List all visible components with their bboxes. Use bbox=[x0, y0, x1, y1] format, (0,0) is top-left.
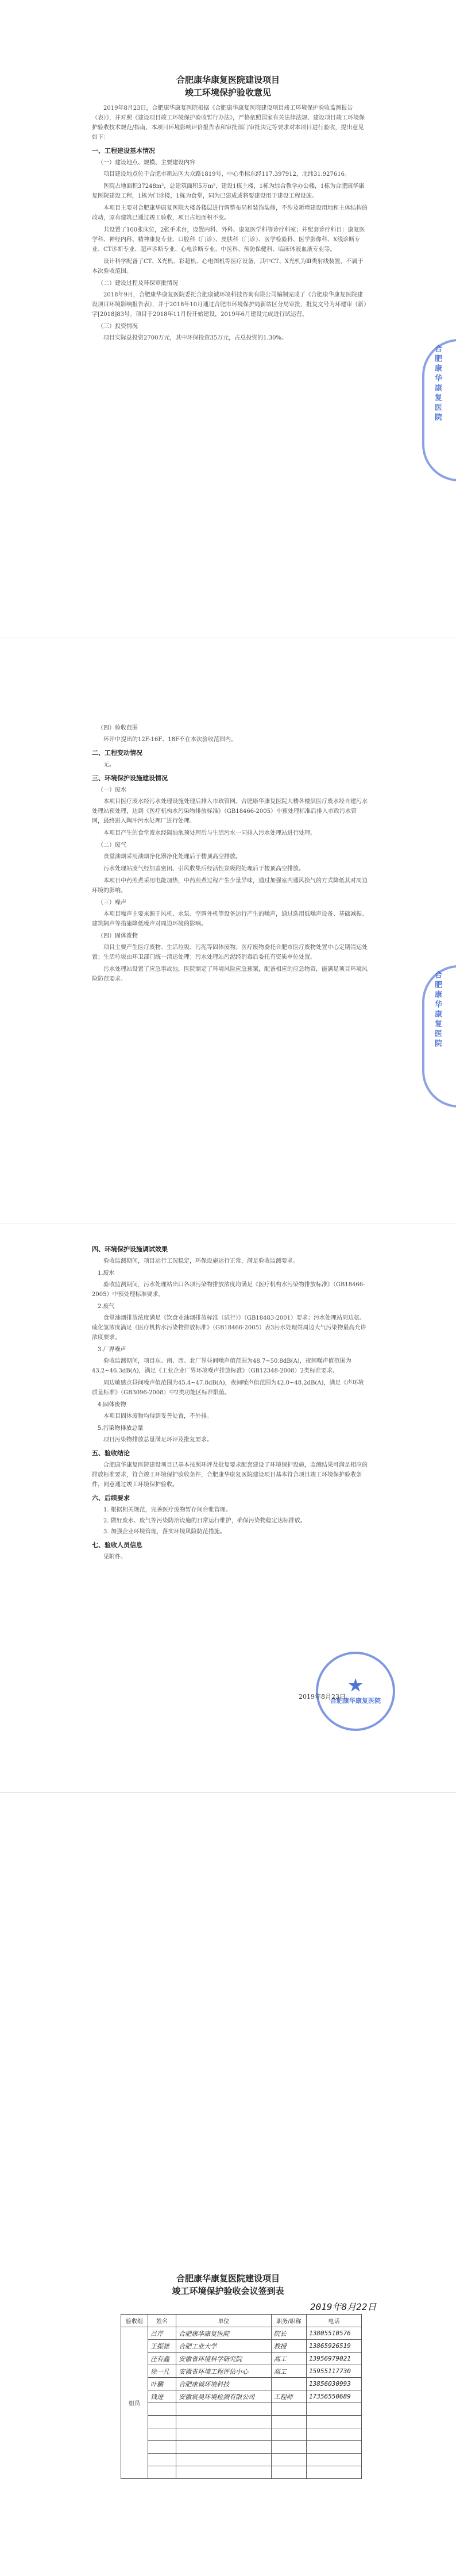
header-cell: 姓名 bbox=[148, 2315, 176, 2327]
section-1-title: 一、工程建设基本情况 bbox=[92, 147, 155, 155]
empty-row bbox=[121, 2466, 362, 2479]
paragraph: 食堂油烟排放浓度满足《饮食业油烟排放标准（试行）》（GB18483-2001）要求；污水处理站周边氨、硫化氢浓度满足《医疗机构水污染物排放标准》（GB18466-2005）表3污水处理站周边大气污染物最高允许浓度要求。 bbox=[92, 1315, 366, 1341]
empty-row bbox=[121, 2454, 362, 2466]
signin-table bbox=[121, 2314, 362, 2479]
side-seal-1-text: 合肥康华康复医院 bbox=[433, 345, 442, 423]
table-row bbox=[121, 2378, 362, 2390]
section-7-title: 七、验收人员信息 bbox=[92, 1541, 142, 1549]
seal-star-icon: ★ bbox=[348, 1676, 363, 1695]
opinion-page-2 bbox=[0, 643, 456, 1218]
table-row bbox=[121, 2353, 362, 2365]
paragraph: 合肥康华康复医院建设项目已基本按照环评及批复要求配套建设了环境保护设施，监测结果可满足相应的排放标准要求，符合竣工环境保护验收条件，合肥康华康复医院建设项目基本符合项目竣工环境保护验收条件，同意通过竣工环境保护验收。 bbox=[92, 1462, 368, 1488]
unit-cell: 合肥康华康复医院 bbox=[176, 2327, 271, 2340]
paragraph: 项目建设地点位于合肥市新站区大众路1819号，中心坐标东经117.397912，北纬31.927616。 bbox=[103, 171, 350, 178]
empty-row bbox=[121, 2441, 362, 2454]
section-3-sub-2: （二）废气 bbox=[98, 842, 126, 849]
paragraph: 见附件。 bbox=[103, 1554, 126, 1560]
header-cell: 验收组 bbox=[121, 2315, 148, 2327]
paragraph: 无。 bbox=[103, 762, 115, 768]
table-row bbox=[121, 2340, 362, 2353]
opinion-title bbox=[0, 74, 456, 99]
section-3-sub-4: （四）固体废物 bbox=[98, 933, 138, 939]
opinion-body-1 bbox=[92, 103, 368, 345]
empty-row bbox=[121, 2428, 362, 2441]
signin-date: 2019年8月22日 bbox=[310, 2301, 377, 2312]
section-1-sub-1: （一）建设地点、规模、主要建设内容 bbox=[98, 160, 195, 166]
paragraph: 环评中提出的12F-16F、18F不在本次验收范围内。 bbox=[103, 736, 237, 743]
phone-cell: 13805510576 bbox=[306, 2327, 361, 2340]
paragraph: 本项目主要对合肥康华康复医院大楼各楼层进行调整布局和装饰装修，不涉及新增建设用地和主体结构的改动，原有建筑已通过竣工验收，项目占地面积不变。 bbox=[92, 205, 368, 221]
opinion-body-3 bbox=[92, 1241, 368, 1564]
paragraph: 项目污染物排放总量满足环评及批复要求。 bbox=[103, 1437, 212, 1443]
empty-row bbox=[121, 2416, 362, 2428]
name-cell: 钱进 bbox=[148, 2390, 176, 2403]
paragraph: 本项目产生的食堂废水经隔油池预处理后与生活污水一同排入污水处理站进行处理。 bbox=[103, 830, 316, 836]
title-cell: 院长 bbox=[271, 2327, 306, 2340]
member-label: 组员 bbox=[121, 2327, 148, 2479]
intro-paragraph: 2019年8月23日，合肥康华康复医院根据《合肥康华康复医院建设项目竣工环境保护验收监测报告（表）》，并对照《建设项目竣工环境保护验收暂行办法》，严格依照国家有关法律法规、建设项目竣工环境保护验收技术规范/指南、本项目环境影响评价报告表和审批部门审批决定等要求对本项目进行验收，提出意见如下： bbox=[92, 105, 365, 141]
signin-title-line-1: 合肥康华康复医院建设项目 bbox=[176, 2273, 280, 2284]
title-line-2: 竣工环境保护验收意见 bbox=[184, 87, 271, 98]
header-cell: 单位 bbox=[176, 2315, 271, 2327]
unit-cell: 合肥康诚环境科技 bbox=[176, 2378, 271, 2390]
section-3-sub-1: （一）废水 bbox=[98, 787, 126, 793]
unit-cell: 合肥工业大学 bbox=[176, 2340, 271, 2353]
section-4-sub-5: 5.污染物排放总量 bbox=[98, 1425, 144, 1432]
title-cell bbox=[271, 2378, 306, 2390]
signin-title bbox=[0, 2272, 456, 2297]
section-4-sub-2: 2.废气 bbox=[98, 1304, 115, 1310]
section-2-title: 二、工程变动情况 bbox=[92, 749, 142, 757]
section-4-sub-1: 1.废水 bbox=[98, 1270, 115, 1277]
opinion-page-1 bbox=[0, 0, 456, 632]
phone-cell: 15955117730 bbox=[306, 2365, 361, 2378]
paragraph: 医院占地面积37248m²，总建筑面积5万m²，建设1栋主楼，1栋为综合教学办公楼，1栋为合肥康华康复医院建设工程，1栋为门诊楼，1栋为食堂，同为已建成或将要建设用于建设工程设施。 bbox=[92, 183, 365, 199]
section-4-sub-4: 4.固体废物 bbox=[98, 1402, 126, 1408]
table-row bbox=[121, 2327, 362, 2340]
seal-text: 合肥康华康复医院 bbox=[330, 1697, 381, 1705]
name-cell: 汪有鑫 bbox=[148, 2353, 176, 2365]
paragraph: 项目实际总投资2700万元，其中环保投资35万元，占总投资的1.30%。 bbox=[103, 335, 287, 341]
section-1-sub-4: （四）验收范围 bbox=[98, 725, 138, 731]
section-5-title: 五、验收结论 bbox=[92, 1449, 130, 1457]
table-row bbox=[121, 2390, 362, 2403]
paragraph: 本项目噪声主要来源于风机、水泵、空调外机等设备运行产生的噪声，通过选用低噪声设备、基础减振、建筑隔声等措施降低噪声对周边环境的影响。 bbox=[92, 911, 368, 927]
empty-row bbox=[121, 2403, 362, 2416]
paragraph: 本项目中药煎煮采用电能加热，中药煎煮过程产生少量异味，通过加强室内通风换气的方式降低其对周边环境的影响。 bbox=[92, 878, 368, 894]
section-6-title: 六、后续要求 bbox=[92, 1494, 130, 1502]
paragraph: 项目主要产生医疗废物、生活垃圾、污泥等固体废物。医疗废物委托合肥市医疗废物处置中心定期清运处置；生活垃圾由环卫部门统一清运处理；污水处理站污泥经消毒后委托有资质单位处置。 bbox=[92, 944, 368, 961]
list-item: 3. 加强企业环境管理，落实环境风险防范措施。 bbox=[103, 1529, 226, 1535]
paragraph: 验收监测期间，项目运行工况稳定，环保设施运行正常，满足验收监测要求。 bbox=[103, 1258, 299, 1264]
title-cell: 高工 bbox=[271, 2353, 306, 2365]
side-seal-2-text: 合肥康华康复医院 bbox=[433, 971, 442, 1049]
section-4-title: 四、环境保护设施调试效果 bbox=[92, 1245, 168, 1253]
title-cell: 工程师 bbox=[271, 2390, 306, 2403]
paragraph: 验收监测期间，项目东、南、西、北厂界昼间噪声值范围为48.7~50.8dB(A)，夜间噪声值范围为43.2~46.3dB(A)，满足《工业企业厂界环境噪声排放标准》（GB12348-2008）2类标准要求。 bbox=[92, 1358, 351, 1374]
signin-title-line-2: 竣工环境保护验收会议签到表 bbox=[172, 2286, 284, 2296]
header-cell: 电话 bbox=[306, 2315, 361, 2327]
paragraph: 共设置了100张床位，2张手术台，设置内科、外科、康复医学科等诊疗科室；并配套诊疗科目：康复医学科、神经内科、精神康复专业、口腔科（门诊）、皮肤科（门诊）、医学检验科、医学影像科、X线诊断专业、CT诊断专业、超声诊断专业、心电诊断专业、中医科、预防保健科、临床体液血液专业等。 bbox=[92, 227, 365, 253]
phone-cell: 13865926519 bbox=[306, 2340, 361, 2353]
sign-date: 2019年8月23日 bbox=[299, 1693, 346, 1700]
paragraph: 污水处理站废气经加盖密闭、引风收集后经活性炭吸附处理后于楼顶高空排放。 bbox=[103, 866, 304, 872]
hospital-seal bbox=[316, 1652, 395, 1731]
list-item: 1. 根据相关规范，完善医疗废物暂存间台账管理。 bbox=[103, 1507, 231, 1513]
section-3-sub-3: （三）噪声 bbox=[98, 900, 126, 906]
header-cell: 职务/职称 bbox=[271, 2315, 306, 2327]
phone-cell: 13956979021 bbox=[306, 2353, 361, 2365]
unit-cell: 安徽省环境工程评估中心 bbox=[176, 2365, 271, 2378]
phone-cell: 13856030993 bbox=[306, 2378, 361, 2390]
name-cell: 王振雄 bbox=[148, 2340, 176, 2353]
opinion-body-2 bbox=[92, 721, 368, 986]
name-cell: 徐一凡 bbox=[148, 2365, 176, 2378]
section-4-sub-3: 3.厂界噪声 bbox=[98, 1347, 126, 1353]
paragraph: 本项目固体废物均得到妥善处置，不外排。 bbox=[103, 1413, 212, 1420]
title-line-1: 合肥康华康复医院建设项目 bbox=[176, 75, 280, 85]
name-cell: 吕芹 bbox=[148, 2327, 176, 2340]
page-divider bbox=[0, 1792, 456, 1793]
section-3-title: 三、环境保护设施建设情况 bbox=[92, 774, 168, 782]
unit-cell: 安徽宸昊环境检测有限公司 bbox=[176, 2390, 271, 2403]
name-cell: 叶鹏 bbox=[148, 2378, 176, 2390]
table-header-row bbox=[121, 2315, 362, 2327]
title-cell: 教授 bbox=[271, 2340, 306, 2353]
paragraph: 本项目医疗废水经污水处理设施处理后排入市政管网。合肥康华康复医院大楼各楼层医疗废水经自建污水处理站预处理，达到《医疗机构水污染物排放标准》（GB18466-2005）中预处理标准后排入市政污水管网，最终进入陶冲污水处理厂进行处理。 bbox=[92, 799, 368, 824]
title-cell: 高工 bbox=[271, 2365, 306, 2378]
follow-up-list bbox=[92, 1505, 368, 1537]
paragraph: 污水处理站设置了应急事故池，医院制定了环境风险应急预案，配备相应的应急物资，能满足项目环境风险防范要求。 bbox=[92, 966, 368, 982]
section-1-sub-2: （二）建设过程及环保审批情况 bbox=[98, 280, 178, 287]
paragraph: 验收监测期间，污水处理站出口各项污染物排放浓度均满足《医疗机构水污染物排放标准》（GB18466-2005）中预处理标准要求。 bbox=[92, 1282, 365, 1298]
opinion-page-3 bbox=[0, 1229, 456, 1781]
paragraph: 2018年9月，合肥康华康复医院委托合肥康诚环境科技咨询有限公司编制完成了《合肥康华康复医院建设项目环境影响报告表》，并于2018年10月通过合肥市环境保护局新站区分局审批，批复文号为环建审（新）字[2018]83号。项目于2018年11月份开始建设，2019年6月建设完成进行试运营。 bbox=[92, 292, 367, 318]
paragraph: 周边敏感点昼间噪声值范围为45.4~47.8dB(A)，夜间噪声值范围为42.0~48.2dB(A)，满足《声环境质量标准》（GB3096-2008）中2类功能区标准限值。 bbox=[92, 1380, 364, 1396]
unit-cell: 安徽省环境科学研究院 bbox=[176, 2353, 271, 2365]
section-1-sub-3: （三）投资情况 bbox=[98, 323, 138, 330]
list-item: 2. 做好废水、废气等污染防治设施的日常运行维护，确保污染物稳定达标排放。 bbox=[103, 1518, 306, 1524]
paragraph: 设计科学配备了CT、X光机、彩超机、心电图机等医疗设备，其中CT、X光机为Ⅲ类射线装置，不属于本次验收范围。 bbox=[92, 259, 364, 275]
phone-cell: 17356550689 bbox=[306, 2390, 361, 2403]
table-row bbox=[121, 2365, 362, 2378]
paragraph: 食堂油烟采用油烟净化器净化处理后于楼顶高空排放。 bbox=[103, 854, 241, 860]
